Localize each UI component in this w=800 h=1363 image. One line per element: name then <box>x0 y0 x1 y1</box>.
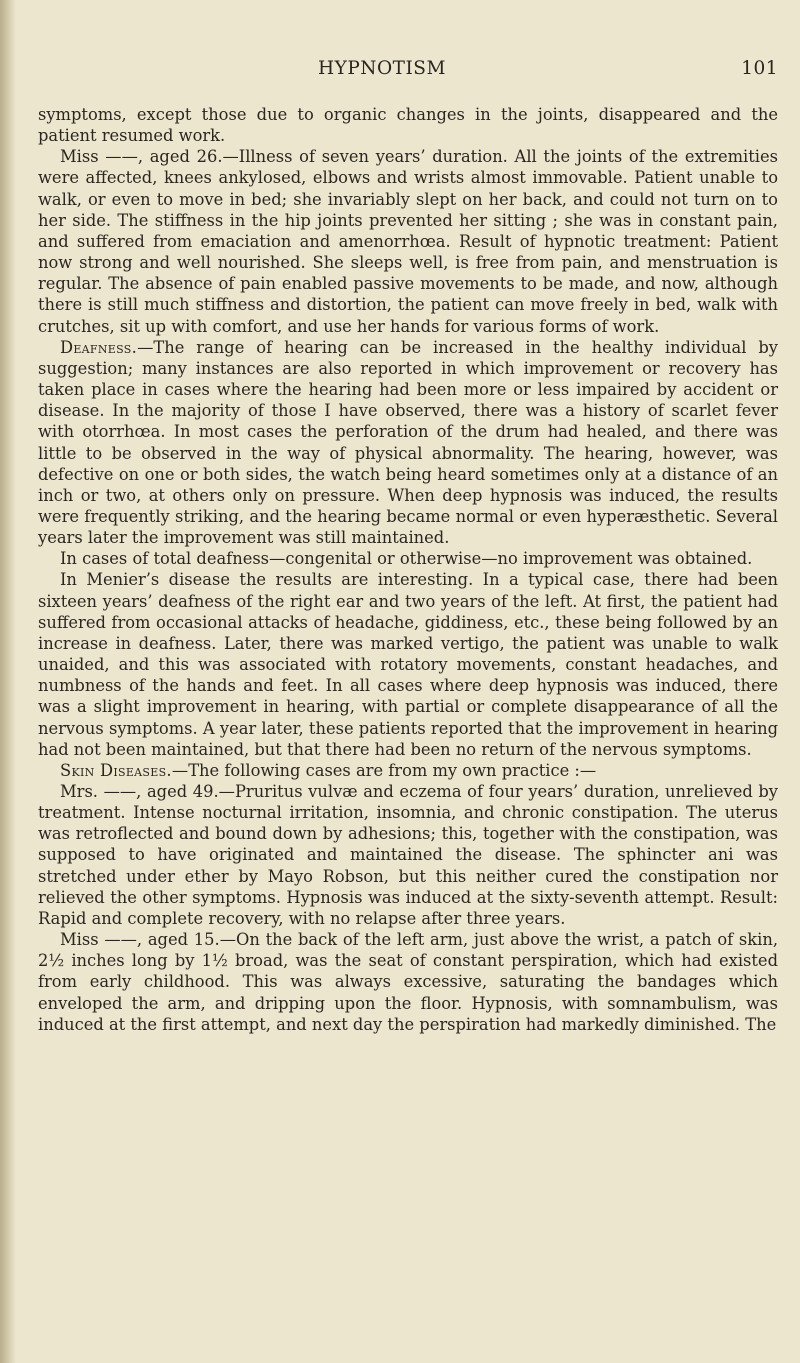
paragraph-text: —The following cases are from my own practice :— <box>171 760 597 780</box>
book-page <box>38 0 778 1363</box>
running-header <box>38 58 778 82</box>
paragraph-case-arthritis <box>38 146 778 336</box>
paragraph-text: Mrs. ——, aged 49.—Pruritus vulvæ and eczema of four years’ duration, unrelieved by treatment. Intense nocturnal irritation, insomnia, and chronic constipation. The uterus was retroflected and bound down by adhesions; this, together with the constipation, was supposed to have originated and maintained the disease. The sphincter ani was stretched under ether by Mayo Robson, but this neither cured the constipation nor relieved the other symptoms. Hypnosis was induced at the sixty-seventh attempt. Result: Rapid and complete recovery, with no relapse after three years. <box>38 782 778 928</box>
paragraph-skin-diseases <box>38 760 778 781</box>
paragraph-continuation <box>38 104 778 146</box>
paragraph-case-perspiration <box>38 929 778 1035</box>
paragraph-meniers-disease <box>38 569 778 759</box>
paragraph-text: —The range of hearing can be increased in the healthy individual by suggestion; many instances are also reported in which improvement or recovery has taken place in cases where the hearing had been more or less impaired by accident or disease. In the majority of those I have observed, there was a history of scarlet fever with otorrhœa. In most cases the perforation of the drum had healed, and there was little to be observed in the way of physical abnormality. The hearing, however, was defective on one or both sides, the watch being heard sometimes only at a distance of an inch or two, at others only on pressure. When deep hypnosis was induced, the results were frequently striking, and the hearing became normal or even hyperæsthetic. Several years later the improvement was still maintained. <box>38 337 778 548</box>
paragraph-deafness <box>38 337 778 549</box>
page-number: 101 <box>741 58 778 79</box>
paragraph-text: symptoms, except those due to organic changes in the joints, disappeared and the patient resumed work. <box>38 105 778 146</box>
paragraph-text: In Menier’s disease the results are interesting. In a typical case, there had been sixteen years’ deafness of the right ear and two years of the left. At first, the patient had suffered from occasional attacks of headache, giddiness, etc., these being followed by an increase in deafness. Later, there was marked vertigo, the patient was unable to walk unaided, and this was associated with rotatory movements, constant headaches, and numbness of the hands and feet. In all cases where deep hypnosis was induced, there was a slight improvement in hearing, with partial or complete disappearance of all the nervous symptoms. A year later, these patients reported that the improvement in hearing had not been maintained, but that there had been no return of the nervous symptoms. <box>38 570 778 759</box>
paragraph-total-deafness <box>38 548 778 569</box>
section-heading-skin-diseases: Skin Diseases. <box>60 760 172 780</box>
section-heading-deafness: Deafness. <box>60 337 138 357</box>
page-body <box>38 104 778 1035</box>
running-title: HYPNOTISM <box>318 58 446 79</box>
page-binding-shadow <box>0 0 16 1363</box>
paragraph-case-pruritus <box>38 781 778 929</box>
paragraph-text: Miss ——, aged 26.—Illness of seven years’ duration. All the joints of the extremities were affected, knees ankylosed, elbows and wrists almost immovable. Patient unable to walk, or even to move in bed; she invariably slept on her back, and could not turn on to her side. The stiffness in the hip joints prevented her sitting ; she was in constant pain, and suffered from emaciation and amenorrhœa. Result of hypnotic treatment: Patient now strong and well nourished. She sleeps well, is free from pain, and menstruation is regular. The absence of pain enabled passive movements to be made, and now, although there is still much stiffness and distortion, the patient can move freely in bed, walk with crutches, sit up with comfort, and use her hands for various forms of work. <box>38 147 778 336</box>
paragraph-text: In cases of total deafness—congenital or otherwise—no improvement was obtained. <box>60 549 753 569</box>
paragraph-text: Miss ——, aged 15.—On the back of the left arm, just above the wrist, a patch of skin, 2½ inches long by 1½ broad, was the seat of constant perspiration, which had existed from early childhood. This was always excessive, saturating the bandages which enveloped the arm, and dripping upon the floor. Hypnosis, with somnambulism, was induced at the first attempt, and next day the perspiration had markedly diminished. The <box>38 930 778 1034</box>
